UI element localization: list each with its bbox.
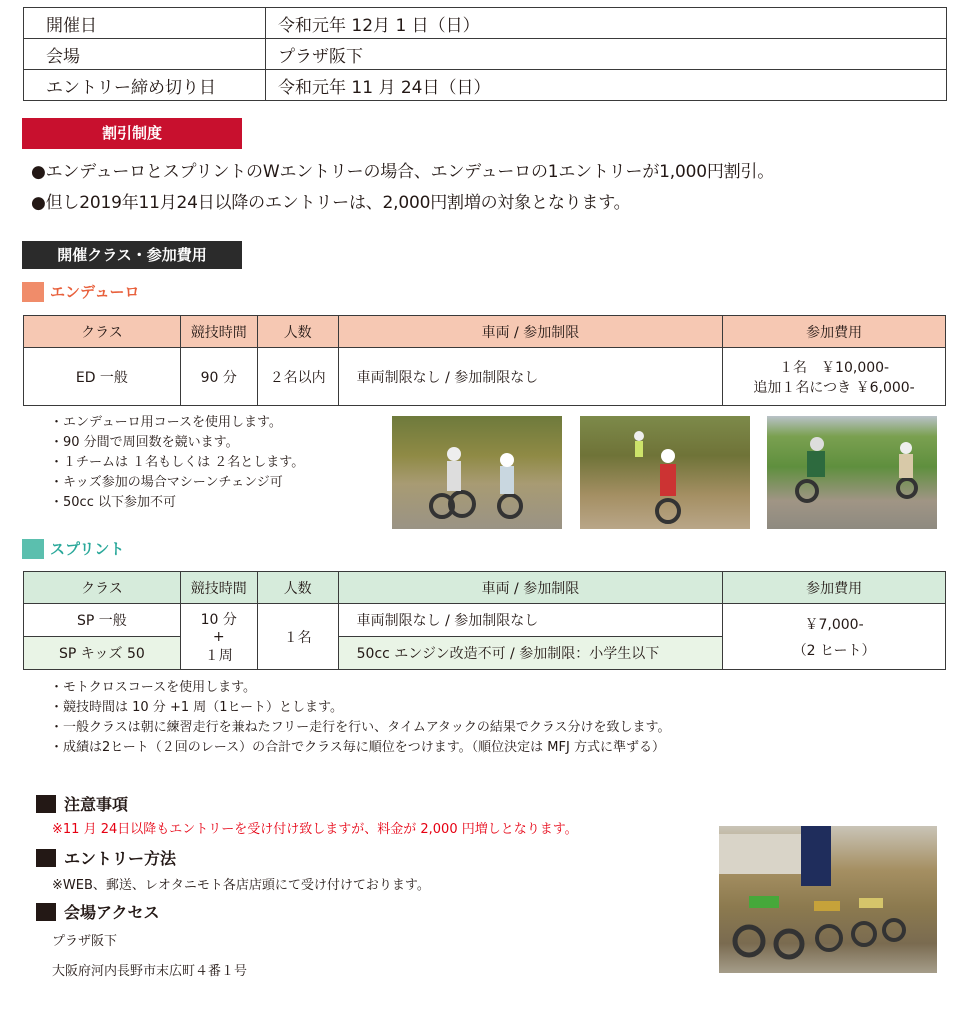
note-item: ・50cc 以下参加不可 <box>50 495 176 510</box>
discount-bullet: ●エンデューロとスプリントのWエントリーの場合、エンデューロの1エントリーが1,000円割引。 <box>31 162 775 182</box>
cell-limit: 50cc エンジン改造不可 / 参加制限：小学生以下 <box>338 637 723 670</box>
fee-line: ￥7,000- <box>804 616 864 633</box>
note-item: ・１チームは １名もしくは ２名とします。 <box>50 455 305 470</box>
fee-line: １名 ￥10,000- <box>779 359 890 376</box>
info-label: 開催日 <box>24 8 266 39</box>
cell-fee <box>723 348 946 406</box>
header-time: 競技時間 <box>180 572 257 604</box>
note-item: ・エンデューロ用コースを使用します。 <box>50 415 282 430</box>
header-people: 人数 <box>257 572 338 604</box>
access-heading <box>36 900 160 923</box>
info-row-date <box>24 8 947 39</box>
caution-text: ※11 月 24日以降もエントリーを受け付け致しますが、料金が 2,000 円増しとなります。 <box>52 822 578 837</box>
note-item: ・90 分間で周回数を競います。 <box>50 435 239 450</box>
header-limit: 車両 / 参加制限 <box>338 572 723 604</box>
enduro-table <box>23 315 946 406</box>
info-value: 令和元年 11 月 24日（日） <box>266 70 947 101</box>
cell-people: ２名以内 <box>257 348 338 406</box>
entry-method-text: ※WEB、郵送、レオタニモト各店店頭にて受け付けております。 <box>52 878 430 893</box>
time-line: 10 分 <box>200 611 237 628</box>
info-row-venue <box>24 39 947 70</box>
caution-title: 注意事項 <box>64 795 129 814</box>
header-class: クラス <box>24 316 181 348</box>
caution-heading <box>36 792 128 815</box>
cell-fee <box>723 604 946 670</box>
enduro-heading <box>22 281 140 302</box>
table-header-row <box>24 572 946 604</box>
info-row-deadline <box>24 70 947 101</box>
entry-method-heading <box>36 846 176 869</box>
cell-class: SP キッズ 50 <box>24 637 181 670</box>
note-item: ・キッズ参加の場合マシーンチェンジ可 <box>50 475 283 490</box>
cell-time: 90 分 <box>180 348 257 406</box>
header-fee: 参加費用 <box>723 316 946 348</box>
entry-method-title: エントリー方法 <box>64 849 177 868</box>
enduro-notes <box>50 413 304 513</box>
discount-title: 割引制度 <box>22 118 242 149</box>
cell-people: １名 <box>257 604 338 670</box>
start-line-photo <box>719 826 937 973</box>
table-row <box>24 604 946 637</box>
info-value: 令和元年 12月 1 日（日） <box>266 8 947 39</box>
fee-line: 追加１名につき ￥6,000- <box>753 379 915 396</box>
venue-name: プラザ阪下 <box>52 934 118 949</box>
cell-limit: 車両制限なし / 参加制限なし <box>338 348 723 406</box>
classes-title: 開催クラス・参加費用 <box>22 241 242 269</box>
square-icon <box>36 795 56 813</box>
cell-class: ED 一般 <box>24 348 181 406</box>
table-header-row <box>24 316 946 348</box>
header-time: 競技時間 <box>180 316 257 348</box>
discount-bullet: ●但し2019年11月24日以降のエントリーは、2,000円割増の対象となります。 <box>31 193 631 213</box>
venue-address: 大阪府河内長野市末広町４番１号 <box>52 964 248 979</box>
time-line: + <box>212 628 225 645</box>
time-line: １周 <box>204 647 233 664</box>
access-title: 会場アクセス <box>64 903 160 922</box>
enduro-title: エンデューロ <box>50 283 140 301</box>
header-people: 人数 <box>257 316 338 348</box>
header-limit: 車両 / 参加制限 <box>338 316 723 348</box>
square-icon <box>22 282 44 302</box>
sprint-table <box>23 571 946 670</box>
enduro-photo <box>767 416 937 529</box>
table-row <box>24 348 946 406</box>
square-icon <box>36 849 56 867</box>
header-fee: 参加費用 <box>723 572 946 604</box>
square-icon <box>36 903 56 921</box>
cell-limit: 車両制限なし / 参加制限なし <box>338 604 723 637</box>
enduro-photo <box>392 416 562 529</box>
info-value: プラザ阪下 <box>266 39 947 70</box>
fee-line: （2 ヒート） <box>792 642 876 659</box>
note-item: ・成績は2ヒート（２回のレース）の合計でクラス毎に順位をつけます。（順位決定は MFJ 方式に準ずる） <box>50 740 665 755</box>
note-item: ・競技時間は 10 分 +1 周（1ヒート）とします。 <box>50 700 343 715</box>
info-label: 会場 <box>24 39 266 70</box>
square-icon <box>22 539 44 559</box>
sprint-notes <box>50 678 671 758</box>
event-info-table <box>23 7 947 101</box>
enduro-photo <box>580 416 750 529</box>
note-item: ・一般クラスは朝に練習走行を兼ねたフリー走行を行い、タイムアタックの結果でクラス分けを致します。 <box>50 720 671 735</box>
info-label: エントリー締め切り日 <box>24 70 266 101</box>
cell-class: SP 一般 <box>24 604 181 637</box>
header-class: クラス <box>24 572 181 604</box>
sprint-title: スプリント <box>50 540 125 558</box>
cell-time <box>180 604 257 670</box>
sprint-heading <box>22 538 124 559</box>
note-item: ・モトクロスコースを使用します。 <box>50 680 257 695</box>
